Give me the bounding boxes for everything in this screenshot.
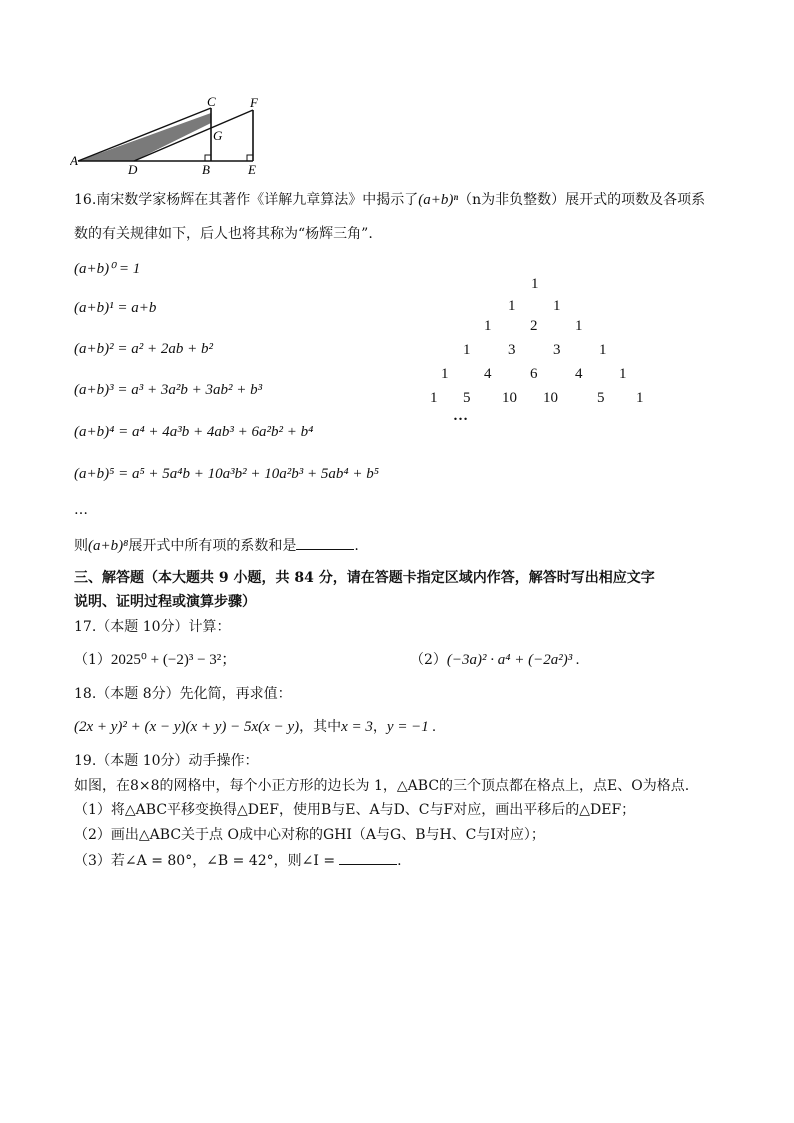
q18-cond-text: ，其中	[299, 719, 342, 735]
expansion-1: (a+b)¹ = a+b	[74, 300, 157, 316]
q18-expr: (2x + y)² + (x − y)(x + y) − 5x(x − y)	[74, 719, 300, 735]
tri-r3-0: 1	[463, 342, 471, 358]
q17-part1-expr: 2025⁰ + (−2)³ − 3²；	[110, 652, 237, 668]
tri-r5-1: 5	[463, 390, 471, 406]
q19-intro: 如图，在8×8的网格中，每个小正方形的边长为 1，△ABC的三个顶点都在格点上，点E、O为格点.	[74, 778, 690, 794]
tri-r2-1: 2	[530, 318, 538, 334]
q16-expr: (a+b)ⁿ	[418, 192, 459, 208]
tri-r3-1: 3	[508, 342, 516, 358]
label-a: A	[70, 153, 78, 168]
tri-r4-4: 1	[619, 366, 627, 382]
label-f: F	[250, 95, 258, 110]
tri-r5-2: 10	[502, 390, 517, 406]
tri-r5-4: 5	[597, 390, 605, 406]
tri-r1-0: 1	[508, 298, 516, 314]
tri-r5-3: 10	[543, 390, 558, 406]
q17-part2-label: （2）	[410, 652, 447, 668]
tri-r5-0: 1	[430, 390, 438, 406]
tri-r4-1: 4	[484, 366, 492, 382]
expansion-ellipsis: …	[74, 502, 88, 518]
expansion-5: (a+b)⁵ = a⁵ + 5a⁴b + 10a³b² + 10a²b³ + 5ab⁴ + b⁵	[74, 466, 379, 482]
tri-r4-3: 4	[575, 366, 583, 382]
section3-line1: 三、解答题（本大题共 9 小题，共 84 分，请在答题卡指定区域内作答，解答时写出相应文字	[74, 570, 655, 586]
q17-part2	[410, 650, 580, 670]
tri-r4-0: 1	[441, 366, 449, 382]
tri-r2-2: 1	[575, 318, 583, 334]
q18-cond2: y = −1 .	[386, 719, 437, 735]
label-d: D	[128, 162, 138, 177]
q18-cond1: x = 3	[341, 719, 373, 735]
tri-r1-1: 1	[553, 298, 561, 314]
q16-question-expr: (a+b)⁸	[88, 538, 129, 554]
q16-question-end: .	[354, 538, 359, 554]
expansion-4: (a+b)⁴ = a⁴ + 4a³b + 4ab³ + 6a²b² + b⁴	[74, 424, 314, 440]
q19-part3	[74, 850, 402, 871]
geometry-figure	[70, 95, 280, 177]
tri-r3-2: 3	[553, 342, 561, 358]
q16-line2: 数的有关规律如下，后人也将其称为“杨辉三角”.	[74, 226, 373, 242]
label-g: G	[213, 128, 223, 143]
label-e: E	[248, 162, 256, 177]
q19-part3-text: （3）若∠A = 80°，∠B = 42°，则∠I =	[74, 853, 336, 869]
label-c: C	[207, 95, 216, 109]
label-b: B	[202, 162, 210, 177]
tri-ellipsis: …	[453, 408, 468, 424]
q16-question	[74, 535, 359, 556]
q19-part3-end: .	[397, 853, 402, 869]
q18-expression-line	[74, 717, 436, 737]
q16-question-a: 则	[74, 538, 88, 554]
right-angle-b	[205, 155, 211, 161]
q16-number: 16.	[74, 192, 97, 208]
tri-r5-5: 1	[636, 390, 644, 406]
q17-part2-expr: (−3a)² · a⁴ + (−2a²)³ .	[446, 652, 580, 668]
expansion-0: (a+b)⁰ = 1	[74, 261, 141, 277]
expansion-3: (a+b)³ = a³ + 3a²b + 3ab² + b³	[74, 382, 263, 398]
q17-part1	[74, 650, 236, 670]
right-angle-e	[247, 155, 253, 161]
expansion-2: (a+b)² = a² + 2ab + b²	[74, 341, 213, 357]
q16-line1	[74, 190, 705, 210]
q16-text-b: （n为非负整数）展开式的项数及各项系	[458, 192, 706, 208]
q19-part2: （2）画出△ABC关于点 O成中心对称的GHI（A与G、B与H、C与I对应）；	[74, 827, 545, 843]
tri-r4-2: 6	[530, 366, 538, 382]
q19-title: 19.（本题 10分）动手操作：	[74, 753, 259, 769]
q16-question-b: 展开式中所有项的系数和是	[128, 538, 297, 554]
section3-line2: 说明、证明过程或演算步骤）	[74, 594, 256, 610]
q19-part1: （1）将△ABC平移变换得△DEF，使用B与E、A与D、C与F对应，画出平移后的△DEF；	[74, 802, 636, 818]
tri-r0-0: 1	[531, 276, 539, 292]
q16-text-a: 南宋数学家杨辉在其著作《详解九章算法》中揭示了	[96, 192, 419, 208]
tri-r3-3: 1	[599, 342, 607, 358]
q19-answer-blank[interactable]	[339, 850, 397, 865]
tri-r2-0: 1	[484, 318, 492, 334]
q17-part1-label: （1）	[74, 652, 111, 668]
q17-title: 17.（本题 10分）计算：	[74, 619, 231, 635]
q18-sep: ，	[372, 719, 387, 735]
q16-answer-blank[interactable]	[296, 535, 354, 550]
q18-title: 18.（本题 8分）先化简，再求值：	[74, 686, 292, 702]
